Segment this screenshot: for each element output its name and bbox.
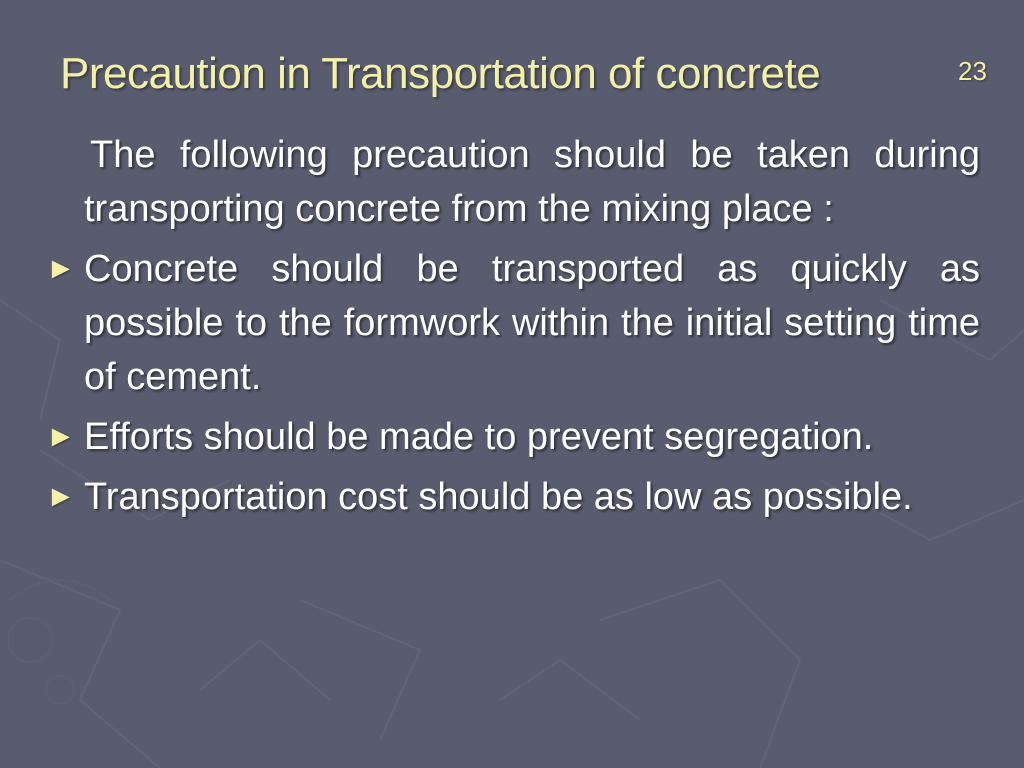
intro-paragraph: The following precaution should be taken during transporting concrete from the mixing place : bbox=[84, 134, 980, 230]
bullet-text: Transportation cost should be as low as possible. bbox=[84, 476, 913, 518]
bullet-text: Concrete should be transported as quickly as possible to the formwork within the initial setting time of cement. bbox=[84, 248, 980, 398]
bullet-text: Efforts should be made to prevent segregation. bbox=[84, 416, 874, 458]
bullet-arrow-icon: ► bbox=[46, 420, 76, 453]
bullet-list bbox=[46, 242, 980, 524]
bullet-item-prevent-segregation bbox=[46, 410, 980, 464]
bullet-item-transport-quickly bbox=[46, 242, 980, 404]
bullet-item-low-cost bbox=[46, 470, 980, 524]
slide-number: 23 bbox=[958, 56, 987, 86]
slide-body bbox=[46, 128, 980, 530]
bullet-arrow-icon: ► bbox=[46, 480, 76, 513]
slide-title: Precaution in Transportation of concrete bbox=[60, 49, 821, 98]
bullet-arrow-icon: ► bbox=[46, 252, 76, 285]
